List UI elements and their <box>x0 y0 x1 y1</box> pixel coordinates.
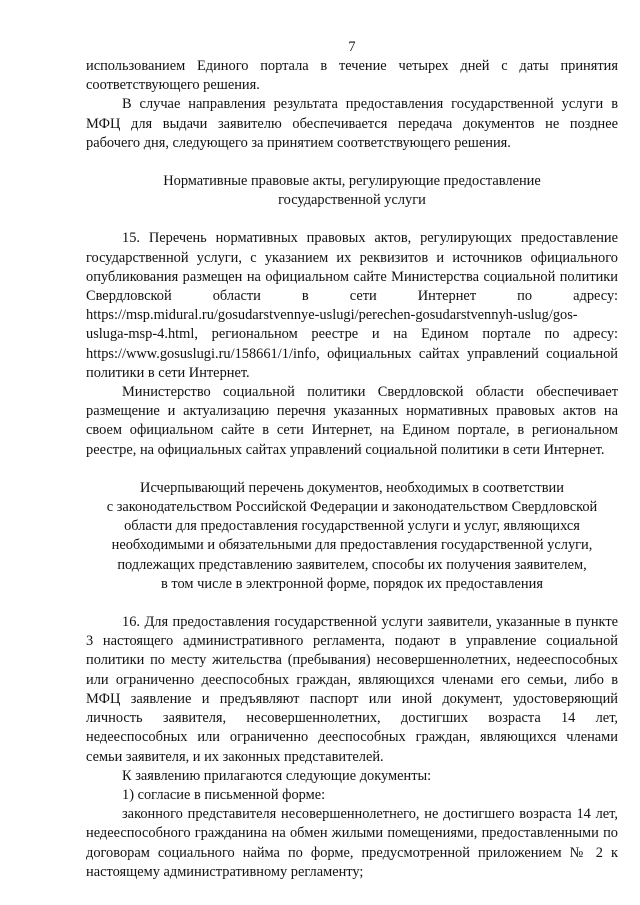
heading-line: с законодательством Российской Федерации и законодательством Свердловской <box>106 499 598 516</box>
heading-line: Нормативные правовые акты, регулирующие предоставление <box>163 173 541 190</box>
paragraph-16: 16. Для предоставления государственной услуги заявители, указанные в пункте 3 настоящего административного регламента, подают в управление социальной политики по месту жительства (пребывания) несовершеннолетних, недееспособных или ограниченно дееспособных граждан, являющихся членами его семьи, либо в МФЦ заявление и предъявляют паспорт или иной документ, удостоверяющий личность заявителя, несовершеннолетних, достигших возраста 14 лет, недееспособных или ограниченно дееспособных граждан, являющихся членами семьи заявителя, и их законных представителей. <box>86 614 618 765</box>
paragraph-mfc-result: В случае направления результата предоставления государственной услуги в МФЦ для выдачи заявителю обеспечивается передача документов не позднее рабочего дня, следующего за принятием соответствующего решения. <box>86 96 618 151</box>
section-heading-legal-acts <box>86 172 618 210</box>
heading-line: области для предоставления государственной услуги и услуг, являющихся <box>124 518 580 535</box>
section-heading-documents <box>86 479 618 594</box>
paragraph-16-legal-representative: законного представителя несовершеннолетнего, не достигшего возраста 14 лет, недееспособного гражданина на обмен жилыми помещениями, предоставленными по договорам социального найма по форме, предусмотренной приложением № 2 к настоящему административному регламенту; <box>86 806 618 880</box>
spacer <box>86 153 618 172</box>
heading-line: Исчерпывающий перечень документов, необходимых в соответствии <box>140 479 564 496</box>
spacer <box>86 460 618 479</box>
paragraph-continuation: использованием Единого портала в течение четырех дней с даты принятия соответствующего решения. <box>86 58 618 94</box>
page-number: 7 <box>348 39 356 55</box>
spacer <box>86 594 618 613</box>
heading-line: необходимыми и обязательными для предоставления государственной услуги, <box>111 537 593 554</box>
paragraph-16-attachments: К заявлению прилагаются следующие документы: <box>122 767 432 784</box>
spacer <box>86 210 618 229</box>
paragraph-15-ministry: Министерство социальной политики Свердловской области обеспечивает размещение и актуализацию перечня указанных нормативных правовых актов на своем официальном сайте в сети Интернет, на Едином портале, в региональном реестре, на официальных сайтах управлений социальной политики в сети Интернет. <box>86 384 618 458</box>
paragraph-16-consent: 1) согласие в письменной форме: <box>122 786 326 803</box>
heading-line: в том числе в электронной форме, порядок их предоставления <box>161 575 543 592</box>
paragraph-15: 15. Перечень нормативных правовых актов, регулирующих предоставление государственной услуги, с указанием их реквизитов и источников официального опубликования размещен на официальном сайте Министерства социальной политики Свердловской области в сети Интернет по адресу: https://msp.midural.ru/gosudarstvennye-uslugi/perechen-gosudarstvennyh-uslug/gos-usluga-msp-4.html, региональном реестре и на Едином портале по адресу: https://www.gosuslugi.ru/158661/1/info, официальных сайтах управлений социальной политики в сети Интернет. <box>86 230 618 381</box>
heading-line: государственной услуги <box>278 192 426 209</box>
document-page <box>86 38 618 882</box>
heading-line: подлежащих представлению заявителем, способы их получения заявителем, <box>117 556 587 573</box>
